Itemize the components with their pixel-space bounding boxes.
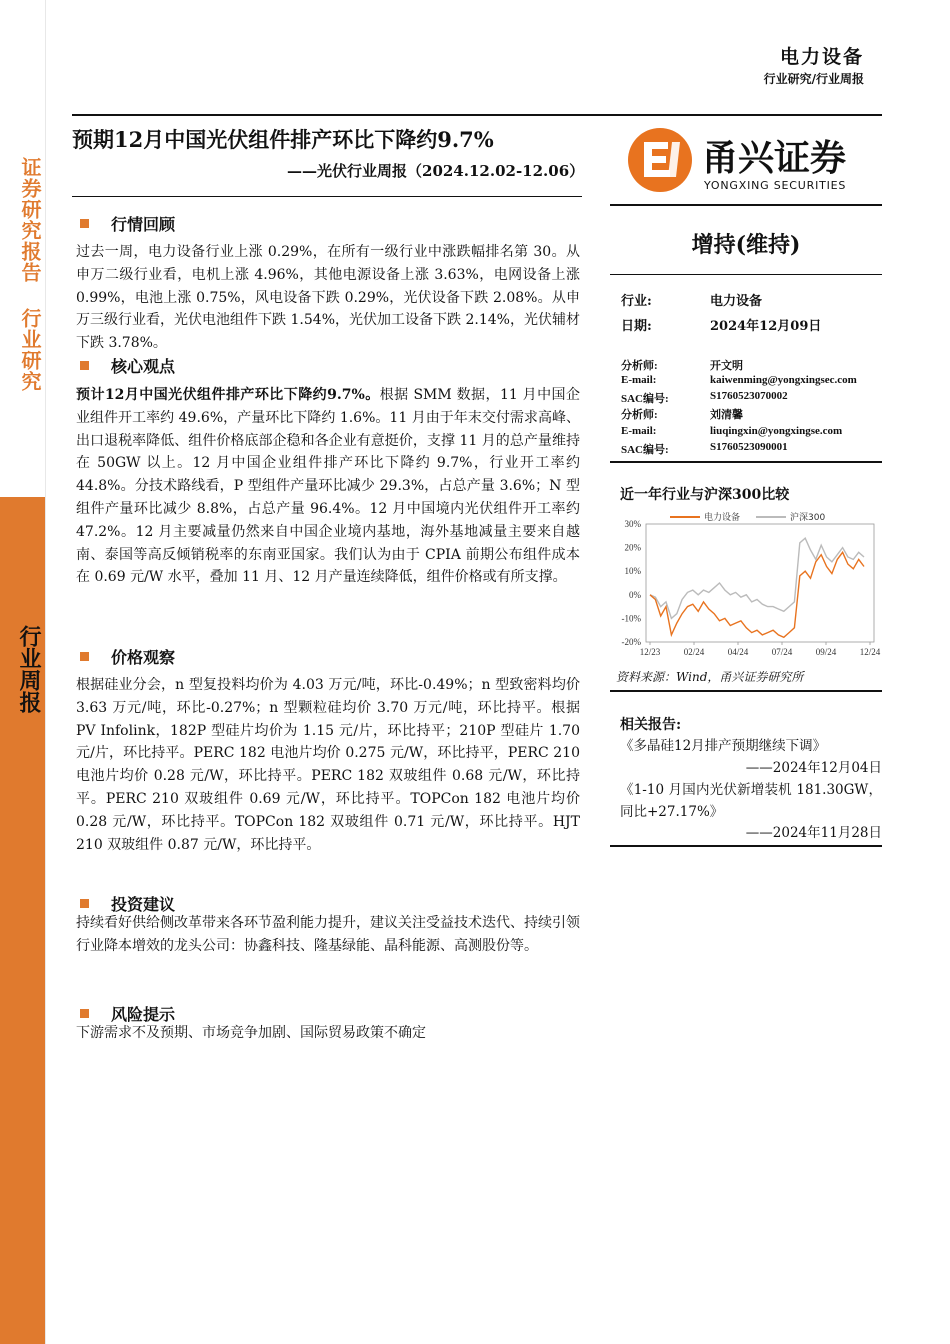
- core-view-text: [76, 384, 580, 589]
- company-logo: [610, 122, 882, 198]
- y-tick-label: 10%: [624, 566, 641, 577]
- sac-label: SAC编号:: [621, 393, 669, 405]
- email-label: E-mail:: [621, 425, 657, 437]
- bullet-square-icon: [80, 1009, 89, 1018]
- x-tick-label: 12/24: [859, 647, 881, 657]
- x-tick-label: 02/24: [683, 647, 705, 657]
- industry-value: 电力设备: [710, 294, 763, 309]
- legend-label: 电力设备: [704, 513, 741, 523]
- legend-label: 沪深300: [790, 513, 826, 523]
- core-view-body: 根据 SMM 数据，11 月中国企业组件开工率约 49.6%，产量环比下降约 1.6%。11 月由于年末交付需求高峰、出口退税率降低、组件价格底部企稳和各企业有意挺价，支撑 11 月的总产量维持在 50GW 以上。12 月中国企业组件排产环比下降约 9.7%，行业开工率约 44.8%。分技术路线看，P 型组件产量环比减少 29.3%，占总产量 3.6%；N 型组件产量环比减少 8.8%，占总产量 96.4%。12 月中国境内光伏组件开工率约 47.2%。12 月主要减量仍然来自中国企业境内基地，海外基地减量主要来自越南、泰国等高反倾销税率的东南亚国家。我们认为由于 CPIA 前期公布组件成本在 0.69 元/W 水平，叠加 11 月、12 月产量连续降低，组件价格或有所支撑。: [76, 387, 581, 586]
- sac-label: SAC编号:: [621, 444, 669, 456]
- series-line-csi300: [650, 538, 864, 618]
- y-tick-label: 30%: [624, 519, 641, 529]
- analyst-name: 刘清馨: [710, 409, 743, 421]
- rating: 增持(维持): [691, 232, 801, 258]
- bullet-square-icon: [80, 652, 89, 661]
- section-heading-core: 核心观点: [72, 354, 175, 377]
- logo-cn-text: 甬兴证券: [702, 138, 847, 179]
- x-tick-label: 12/23: [639, 647, 661, 657]
- sidebar-band-label: 行业周报: [16, 625, 42, 713]
- section-heading-risk: 风险提示: [72, 1002, 175, 1025]
- series-line-power-equipment: [650, 552, 864, 637]
- analyst-label: 分析师:: [621, 360, 658, 372]
- section-heading-price: 价格观察: [72, 645, 175, 668]
- y-tick-label: 0%: [629, 589, 641, 600]
- section-heading-invest: 投资建议: [72, 892, 175, 915]
- related-divider: [610, 845, 882, 847]
- x-tick-label: 07/24: [771, 647, 793, 657]
- logo-divider: [610, 204, 882, 206]
- section-heading-market: 行情回顾: [72, 212, 175, 235]
- industry-label: 行业:: [621, 294, 652, 309]
- date-label: 日期:: [621, 319, 652, 334]
- core-view-lead: 预计12月中国光伏组件排产环比下降约9.7%。: [76, 387, 380, 403]
- sidebar-report-type: 证券研究报告 行业研究: [18, 156, 42, 392]
- email-label: E-mail:: [621, 374, 657, 386]
- related-report-1[interactable]: 《多晶硅12月排产预期继续下调》: [620, 738, 827, 754]
- x-tick-label: 09/24: [815, 647, 837, 657]
- y-tick-label: 20%: [624, 542, 641, 553]
- header-category: 行业研究/行业周报: [763, 72, 864, 86]
- rating-divider: [610, 274, 882, 275]
- x-tick-label: 04/24: [727, 647, 749, 657]
- plot-frame: [646, 524, 874, 642]
- analyst-divider: [610, 461, 882, 463]
- market-review-text: 过去一周，电力设备行业上涨 0.29%，在所有一级行业中涨跌幅排名第 30。从申万二级行业看，电机上涨 4.96%，其他电源设备上涨 3.63%，电网设备上涨 0.99%，电池上涨 0.75%，风电设备下跌 0.29%，光伏设备下跌 2.08%。从申万三级行业看，光伏电池组件下跌 1.54%，光伏加工设备下跌 2.14%，光伏辅材下跌 3.78%。: [76, 244, 580, 352]
- bullet-square-icon: [80, 219, 89, 228]
- related-report-2[interactable]: 《1-10 月国内光伏新增装机 181.30GW，同比+27.17%》: [620, 782, 882, 820]
- chart-title: 近一年行业与沪深300比较: [620, 487, 790, 503]
- analyst-label: 分析师:: [621, 409, 658, 421]
- y-tick-label: -20%: [621, 637, 641, 647]
- bullet-square-icon: [80, 361, 89, 370]
- invest-text: 持续看好供给侧改革带来各环节盈利能力提升，建议关注受益技术迭代、持续引领行业降本增效的龙头公司：协鑫科技、隆基绿能、晶科能源、高测股份等。: [76, 915, 580, 954]
- comparison-chart: [612, 506, 882, 662]
- bullet-square-icon: [80, 899, 89, 908]
- analyst-email: kaiwenming@yongxingsec.com: [710, 374, 857, 386]
- risk-text: 下游需求不及预期、市场竞争加剧、国际贸易政策不确定: [76, 1025, 426, 1041]
- logo-en-text: YONGXING SECURITIES: [704, 179, 847, 192]
- analyst-name: 开文明: [710, 360, 743, 372]
- analyst-sac: S1760523070002: [710, 390, 788, 402]
- header-industry: 电力设备: [779, 46, 864, 68]
- analyst-sac: S1760523090001: [710, 441, 788, 453]
- date-value: 2024年12月09日: [710, 319, 822, 334]
- chart-source: 资料来源：Wind，甬兴证券研究所: [616, 670, 804, 684]
- chart-divider: [610, 690, 882, 692]
- title-divider: [72, 196, 582, 197]
- related-title: 相关报告:: [620, 717, 682, 733]
- report-title: 预期12月中国光伏组件排产环比下降约9.7%: [72, 127, 494, 152]
- price-text: 根据硅业分会，n 型复投料均价为 4.03 万元/吨，环比-0.49%；n 型致密料均价 3.63 万元/吨，环比-0.27%；n 型颗粒硅均价 3.70 万元/吨，环比持平。根据 PV Infolink，182P 型硅片均价为 1.15 元/片，环比持平；210P 型硅片 1.70 元/片，环比持平。PERC 182 电池片均价 0.275 元/W，环比持平，PERC 210 电池片均价 0.28 元/W，环比持平。PERC 182 双玻组件 0.68 元/W，环比持平。PERC 210 双玻组件 0.69 元/W，环比持平。TOPCon 182 电池片均价 0.28 元/W，环比持平。TOPCon 182 双玻组件 0.71 元/W，环比持平。HJT 210 双玻组件 0.87 元/W，环比持平。: [76, 677, 580, 853]
- report-subtitle: ——光伏行业周报（2024.12.02-12.06）: [287, 162, 585, 180]
- y-tick-label: -10%: [621, 613, 641, 624]
- header-divider: [72, 114, 882, 116]
- logo-mark-icon: [610, 122, 882, 198]
- related-report-2-date: ——2024年11月28日: [745, 825, 882, 841]
- related-report-1-date: ——2024年12月04日: [745, 760, 882, 776]
- analyst-email: liuqingxin@yongxingse.com: [710, 425, 843, 437]
